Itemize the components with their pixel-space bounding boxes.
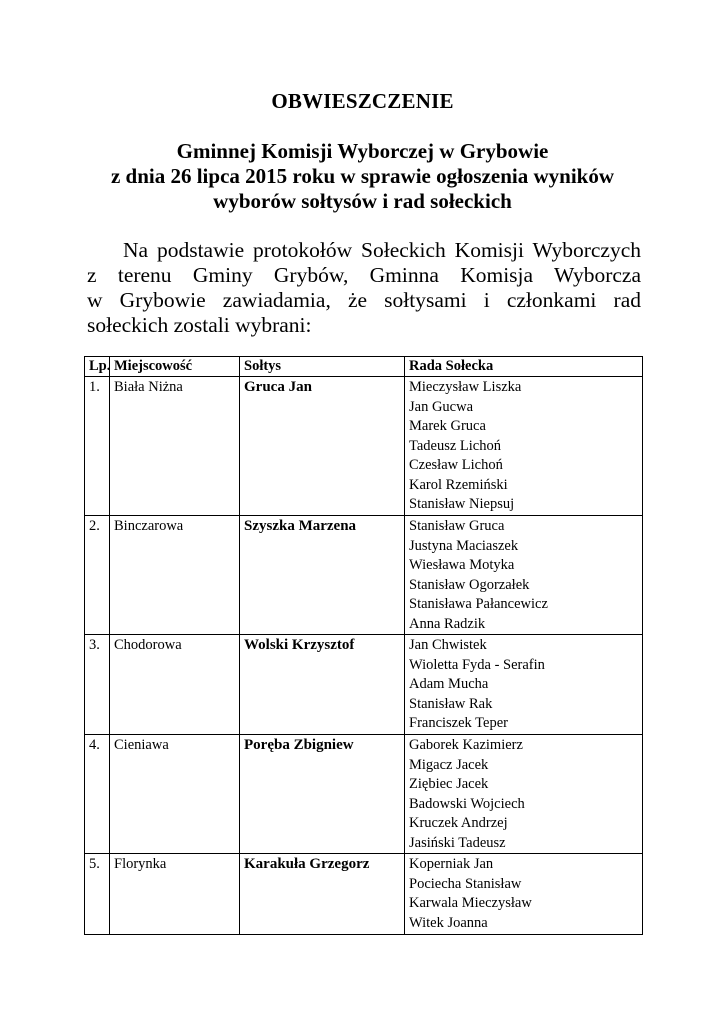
cell-soltys: Szyszka Marzena xyxy=(240,516,405,635)
cell-rada xyxy=(405,735,643,854)
table-row xyxy=(85,377,643,516)
subtitle-line: z dnia 26 lipca 2015 roku w sprawie ogłoszenia wyników xyxy=(110,164,615,188)
table-row xyxy=(85,635,643,735)
cell-lp: 3. xyxy=(85,635,110,735)
document-title: OBWIESZCZENIE xyxy=(271,89,454,113)
cell-place: Biała Niżna xyxy=(110,377,240,516)
rada-member: Witek Joanna xyxy=(409,914,488,931)
cell-place: Binczarowa xyxy=(110,516,240,635)
rada-member: Justyna Maciaszek xyxy=(409,537,519,554)
rada-member: Badowski Wojciech xyxy=(409,795,525,812)
table-row xyxy=(85,854,643,935)
rada-member: Stanisław Rak xyxy=(409,695,493,712)
rada-member: Anna Radzik xyxy=(409,615,486,632)
rada-member: Jan Gucwa xyxy=(409,398,474,415)
rada-member: Karwala Mieczysław xyxy=(409,895,532,911)
rada-member: Czesław Lichoń xyxy=(409,457,503,473)
table-row xyxy=(85,516,643,635)
rada-member: Stanisław Ogorzałek xyxy=(409,576,530,593)
rada-member: Ziębiec Jacek xyxy=(409,776,489,792)
cell-place: Florynka xyxy=(110,854,240,935)
table-row xyxy=(85,735,643,854)
header-place: Miejscowość xyxy=(110,357,240,377)
rada-member: Jasiński Tadeusz xyxy=(409,834,506,851)
cell-lp: 4. xyxy=(85,735,110,854)
rada-member: Jan Chwistek xyxy=(409,637,487,653)
intro-line: w Grybowie zawiadamia, że sołtysami i członkami rad xyxy=(87,288,641,312)
cell-rada xyxy=(405,854,643,935)
subtitle-line: wyborów sołtysów i rad sołeckich xyxy=(213,189,512,213)
intro-line: Na podstawie protokołów Sołeckich Komisji Wyborczych xyxy=(123,238,641,262)
rada-member: Stanisława Pałancewicz xyxy=(409,596,548,612)
rada-member: Stanisław Niepsuj xyxy=(409,496,515,512)
rada-member: Wiesława Motyka xyxy=(409,557,515,573)
cell-rada xyxy=(405,635,643,735)
cell-soltys: Karakuła Grzegorz xyxy=(240,854,405,935)
cell-rada xyxy=(405,377,643,516)
results-table xyxy=(84,356,643,935)
intro-paragraph xyxy=(87,238,641,338)
document-subtitle xyxy=(60,139,665,214)
header-rada: Rada Sołecka xyxy=(405,357,643,377)
rada-member: Migacz Jacek xyxy=(409,756,489,773)
cell-place: Chodorowa xyxy=(110,635,240,735)
cell-lp: 5. xyxy=(85,854,110,935)
rada-member: Adam Mucha xyxy=(409,676,489,692)
rada-member: Marek Gruca xyxy=(409,418,486,434)
intro-line: z terenu Gminy Grybów, Gminna Komisja Wyborcza xyxy=(87,263,641,287)
rada-member: Franciszek Teper xyxy=(409,715,508,731)
subtitle-line: Gminnej Komisji Wyborczej w Grybowie xyxy=(176,139,549,163)
rada-member: Wioletta Fyda - Serafin xyxy=(409,656,545,673)
cell-lp: 2. xyxy=(85,516,110,635)
table-header-row xyxy=(85,357,643,377)
header-soltys: Sołtys xyxy=(240,357,405,377)
rada-member: Mieczysław Liszka xyxy=(409,379,522,395)
cell-lp: 1. xyxy=(85,377,110,516)
rada-member: Tadeusz Lichoń xyxy=(409,437,501,454)
rada-member: Kruczek Andrzej xyxy=(409,815,508,831)
cell-soltys: Wolski Krzysztof xyxy=(240,635,405,735)
rada-member: Karol Rzemiński xyxy=(409,476,508,493)
header-lp: Lp. xyxy=(85,357,110,377)
rada-member: Koperniak Jan xyxy=(409,856,494,872)
rada-member: Pociecha Stanisław xyxy=(409,875,522,892)
intro-line: sołeckich zostali wybrani: xyxy=(87,313,312,337)
cell-soltys: Poręba Zbigniew xyxy=(240,735,405,854)
rada-member: Stanisław Gruca xyxy=(409,518,505,534)
cell-place: Cieniawa xyxy=(110,735,240,854)
cell-soltys: Gruca Jan xyxy=(240,377,405,516)
rada-member: Gaborek Kazimierz xyxy=(409,737,523,753)
cell-rada xyxy=(405,516,643,635)
